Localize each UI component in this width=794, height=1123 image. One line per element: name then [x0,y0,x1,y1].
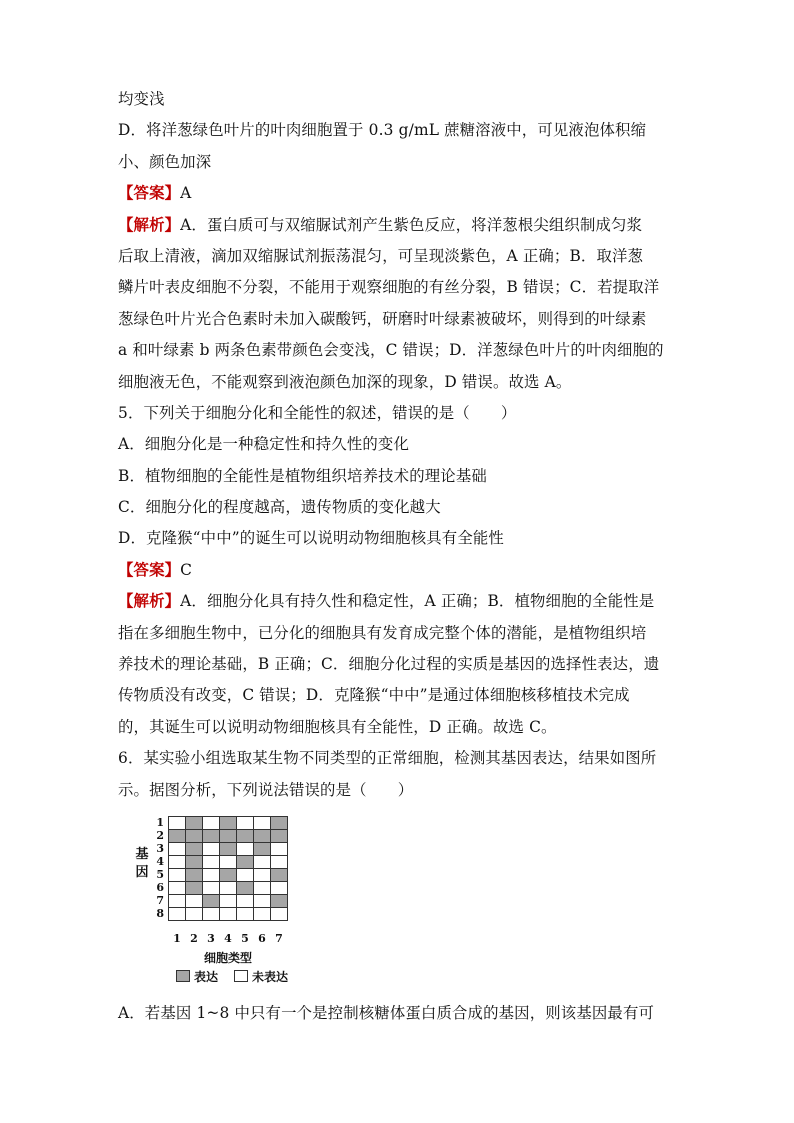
grid-cell [168,881,186,895]
grid-cell [185,842,203,856]
grid-cell [168,842,186,856]
grid-cell [253,842,271,856]
q5-answer [118,555,678,586]
q4-analysis-line: a 和叶绿素 b 两条色素带颜色会变浅，C 错误；D．洋葱绿色叶片的叶肉细胞的 [118,341,664,360]
gene-expression-figure [128,810,328,988]
column-label: 2 [190,931,198,945]
grid-cell [270,881,288,895]
figure-legend [176,968,288,985]
column-label: 6 [258,931,266,945]
text-line: D．将洋葱绿色叶片的叶肉细胞置于 0.3 g/mL 蔗糖溶液中，可见液泡体积缩 [118,121,647,140]
analysis-tag: 【解析】 [118,592,181,611]
analysis-tag: 【解析】 [118,215,181,234]
q6-stem-line: 6．某实验小组选取某生物不同类型的正常细胞，检测其基因表达，结果如图所 [118,749,657,768]
q5-analysis-line [118,586,678,617]
grid-cell [236,881,254,895]
grid-cell [253,855,271,869]
answer-tag: 【答案】 [118,184,181,203]
page [118,84,678,1029]
row-label: 3 [156,841,164,855]
grid-cell [219,881,237,895]
grid-cell [219,829,237,843]
legend-label-not-expressed: 未表达 [252,969,289,984]
grid-cell [202,829,220,843]
grid-cell [236,894,254,908]
grid-cell [236,855,254,869]
q5-analysis-line: 养技术的理论基础，B 正确；C．细胞分化过程的实质是基因的选择性表达，遗 [118,655,660,674]
grid-cell [270,855,288,869]
grid-cell [270,842,288,856]
row-label: 6 [156,880,164,894]
answer-value: A [180,184,192,203]
grid-cell [270,907,288,921]
grid-cell [219,868,237,882]
grid-cell [253,816,271,830]
grid-cell [219,816,237,830]
grid-cell [219,842,237,856]
q4-analysis-line [118,210,678,241]
text-line: 小、颜色加深 [118,152,212,171]
grid-cell [253,881,271,895]
grid-cell [253,907,271,921]
row-label: 7 [156,893,164,907]
q4-analysis-line: 后取上清液，滴加双缩脲试剂振荡混匀，可呈现淡紫色，A 正确；B．取洋葱 [118,246,644,265]
grid-cell [253,868,271,882]
figure-xlabel: 细胞类型 [203,950,252,965]
grid-cell [185,894,203,908]
text-line: 均变浅 [118,90,165,108]
q4-analysis-line: 鳞片叶表皮细胞不分裂，不能用于观察细胞的有丝分裂，B 错误；C．若提取洋 [118,278,660,297]
q5-option-d: D．克隆猴“中中”的诞生可以说明动物细胞核具有全能性 [118,529,504,548]
q5-option-c: C．细胞分化的程度越高，遗传物质的变化越大 [118,498,441,517]
grid-cell [253,894,271,908]
q5-option-b: B．植物细胞的全能性是植物组织培养技术的理论基础 [118,466,487,485]
q5-option-a: A．细胞分化是一种稳定性和持久性的变化 [118,435,409,454]
grid-cell [168,894,186,908]
grid-cell [168,816,186,830]
grid-cell [185,829,203,843]
row-label: 8 [156,906,164,920]
grid-cell [236,868,254,882]
q6-stem-line: 示。据图分析，下列说法错误的是（ ） [118,780,414,799]
grid-cell [185,907,203,921]
row-label: 4 [156,854,164,868]
grid-cell [185,816,203,830]
grid-cell [219,855,237,869]
row-label: 5 [156,867,164,881]
grid-cell [168,855,186,869]
figure-ylabel: 基因 [135,846,149,880]
legend-swatch-not-expressed [234,970,248,982]
grid-cell [202,855,220,869]
grid-cell [185,868,203,882]
grid-cell [219,907,237,921]
grid-cell [168,907,186,921]
q4-answer [118,178,678,209]
grid-cell [236,816,254,830]
q5-analysis-line: 指在多细胞生物中，已分化的细胞具有发育成完整个体的潜能，是植物组织培 [118,623,647,642]
q5-analysis-line: 传物质没有改变，C 错误；D．克隆猴“中中”是通过体细胞核移植技术完成 [118,686,630,705]
grid-cell [202,842,220,856]
grid-cell [168,829,186,843]
column-label: 7 [275,931,283,945]
analysis-text: A．蛋白质可与双缩脲试剂产生紫色反应，将洋葱根尖组织制成匀浆 [180,215,643,234]
answer-value: C [180,560,193,579]
grid-cell [236,842,254,856]
grid-cell [202,881,220,895]
legend-swatch-expressed [176,970,190,982]
grid-cell [270,868,288,882]
grid-cell [202,907,220,921]
grid-cell [202,868,220,882]
grid-cell [270,829,288,843]
grid-cell [185,855,203,869]
row-label: 2 [156,828,164,842]
grid-cell [219,894,237,908]
q4-analysis-line: 葱绿色叶片光合色素时未加入碳酸钙，研磨时叶绿素被破坏，则得到的叶绿素 [118,309,647,328]
grid-cell [168,868,186,882]
column-label: 3 [207,931,215,945]
answer-tag: 【答案】 [118,560,181,579]
legend-label-expressed: 表达 [194,969,219,984]
grid-cell [202,816,220,830]
analysis-text: A．细胞分化具有持久性和稳定性，A 正确；B．植物细胞的全能性是 [180,592,655,611]
column-label: 1 [173,931,181,945]
grid-cell [253,829,271,843]
grid-cell [270,894,288,908]
grid-cell [236,829,254,843]
column-label: 4 [224,931,232,945]
grid-cell [202,894,220,908]
column-label: 5 [241,931,249,945]
q5-analysis-line: 的，其诞生可以说明动物细胞核具有全能性，D 正确。故选 C。 [118,717,557,736]
grid-cell [185,881,203,895]
q5-stem: 5．下列关于细胞分化和全能性的叙述，错误的是（ ） [118,403,517,422]
grid-cell [236,907,254,921]
grid-cell [270,816,288,830]
q4-analysis-line: 细胞液无色，不能观察到液泡颜色加深的现象，D 错误。故选 A。 [118,372,572,391]
q6-option-a: A．若基因 1~8 中只有一个是控制核糖体蛋白质合成的基因，则该基因最有可 [118,1003,655,1022]
row-label: 1 [156,815,164,829]
